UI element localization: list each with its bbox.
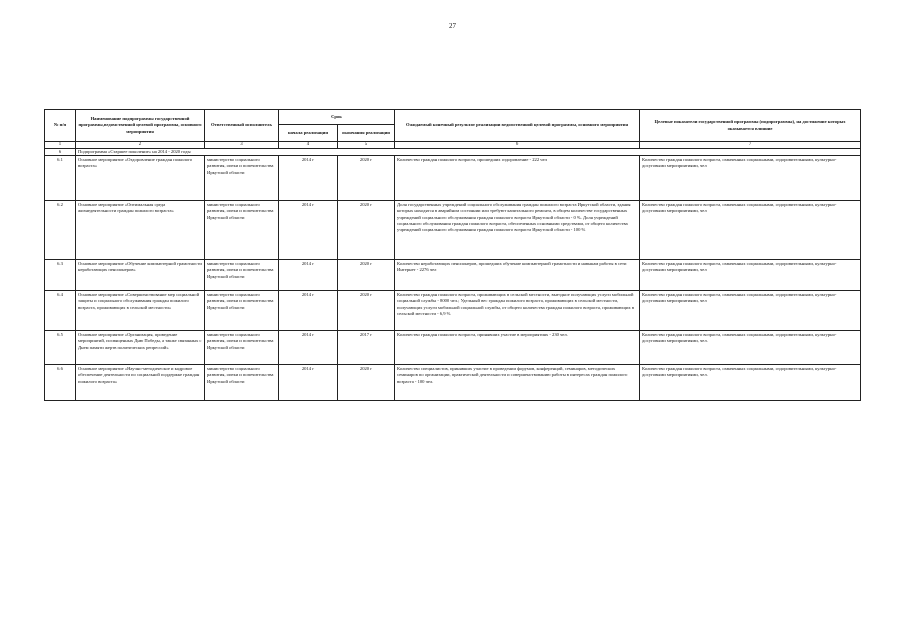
header-term-end: окончания реализации xyxy=(338,125,395,142)
table-row xyxy=(45,291,861,331)
row-num: 6.6 xyxy=(45,365,76,401)
row-executor: министерство социального развития, опеки и попечительства Иркутской области xyxy=(205,156,279,201)
header-indicators: Целевые показатели государственной программы (подпрограммы), на достижение которых оказывается влияние xyxy=(640,110,861,142)
section-num: 6 xyxy=(45,149,76,156)
row-result: Количество граждан пожилого возраста, прошедших оздоровление - 222 чел xyxy=(395,156,640,201)
row-executor: министерство социального развития, опеки и попечительства Иркутской области xyxy=(205,331,279,365)
row-name: Основное мероприятие «Организация, проведение мероприятий, посвященных Дню Победы, а также связанных с Днем памяти жертв политических репрессий» xyxy=(76,331,205,365)
column-number: 4 xyxy=(279,142,338,149)
row-start: 2014 г xyxy=(279,156,338,201)
row-executor: министерство социального развития, опеки и попечительства Иркутской области xyxy=(205,260,279,291)
column-number: 1 xyxy=(45,142,76,149)
header-executor: Ответственный исполнитель xyxy=(205,110,279,142)
table-row xyxy=(45,156,861,201)
column-number: 2 xyxy=(76,142,205,149)
program-table xyxy=(44,109,861,401)
row-num: 6.5 xyxy=(45,331,76,365)
row-result: Количество граждан пожилого возраста, проживающих в сельской местности, выездное получающих услуги мобильной социальной службы - 8000 чел.; Удельный вес граждан пожилого возраста, проживающих в сельской местности, получающих услуги мобильной социальной службы, от общего количества граждан пожилого возраста, проживающих в сельской местности - 6,9 % xyxy=(395,291,640,331)
column-number: 6 xyxy=(395,142,640,149)
column-number: 3 xyxy=(205,142,279,149)
row-end: 2020 г xyxy=(338,291,395,331)
row-result: Количество неработающих пенсионеров, прошедших обучение компьютерной грамотности и навыкам работы в сети Интернет - 2276 чел xyxy=(395,260,640,291)
page-number: 27 xyxy=(449,22,456,30)
row-num: 6.4 xyxy=(45,291,76,331)
row-result: Количество граждан пожилого возраста, принявших участие в мероприятиях - 230 чел. xyxy=(395,331,640,365)
column-number: 5 xyxy=(338,142,395,149)
column-numbers-row xyxy=(45,142,861,149)
row-end: 2020 г xyxy=(338,156,395,201)
row-executor: министерство социального развития, опеки и попечительства Иркутской области xyxy=(205,291,279,331)
row-indicators: Количество граждан пожилого возраста, охваченных социальными, оздоровительными, культурно-досуговыми мероприятиями, чел. xyxy=(640,365,861,401)
row-indicators: Количество граждан пожилого возраста, охваченных социальными, оздоровительными, культурно-досуговыми мероприятиями, чел xyxy=(640,260,861,291)
row-name: Основное мероприятие «Научно-методическое и кадровое обеспечение деятельности по социальной поддержке граждан пожилого возраста» xyxy=(76,365,205,401)
row-indicators: Количество граждан пожилого возраста, охваченных социальными, оздоровительными, культурно-досуговыми мероприятиями, чел xyxy=(640,201,861,260)
row-name: Основное мероприятие «Оптимальная среда жизнедеятельности граждан пожилого возраста» xyxy=(76,201,205,260)
row-start: 2014 г xyxy=(279,260,338,291)
row-executor: министерство социального развития, опеки и попечительства Иркутской области xyxy=(205,365,279,401)
table-row xyxy=(45,365,861,401)
row-indicators: Количество граждан пожилого возраста, охваченных социальными, оздоровительными, культурно-досуговыми мероприятиями, чел. xyxy=(640,331,861,365)
row-indicators: Количество граждан пожилого возраста, охваченных социальными, оздоровительными, культурно-досуговыми мероприятиями, чел xyxy=(640,291,861,331)
row-num: 6.2 xyxy=(45,201,76,260)
header-row xyxy=(45,110,861,125)
header-result: Ожидаемый конечный результат реализации ведомственной целевой программы, основного мероприятия xyxy=(395,110,640,142)
column-number: 7 xyxy=(640,142,861,149)
header-term: Срок xyxy=(279,110,395,125)
header-name: Наименование подпрограммы государственной программы,ведомственной целевой программы, основного мероприятия xyxy=(76,110,205,142)
row-indicators: Количество граждан пожилого возраста, охваченных социальными, оздоровительными, культурно-досуговыми мероприятиями, чел xyxy=(640,156,861,201)
section-title: Подпрограмма «Старшее поколение» на 2014 - 2020 годы xyxy=(76,149,861,156)
row-name: Основное мероприятие «Оздоровление граждан пожилого возраста» xyxy=(76,156,205,201)
header-term-start: начала реализации xyxy=(279,125,338,142)
row-num: 6.1 xyxy=(45,156,76,201)
row-start: 2014 г xyxy=(279,201,338,260)
table-row xyxy=(45,331,861,365)
row-result: Доля государственных учреждений социального обслуживания граждан пожилого возраста Иркутской области, здания которых находятся в аварийном состоянии или требуют капитального ремонта, в общем количестве государственных учреждений социального обслуживания граждан пожилого возраста Иркутской области - 0 %. Доля учреждений социального обслуживания граждан пожилого возраста, обеспеченных основными средствами, от общего количества учреждений социального обслуживания граждан пожилого возраста Иркутской области - 100 % xyxy=(395,201,640,260)
header-num: № п/п xyxy=(45,110,76,142)
table-row xyxy=(45,260,861,291)
row-start: 2014 г xyxy=(279,331,338,365)
section-row xyxy=(45,149,861,156)
row-end: 2020 г xyxy=(338,201,395,260)
row-end: 2017 г xyxy=(338,331,395,365)
row-result: Количество специалистов, принявших участие в проведении форумов, конференций, семинаров, методических семинаров по организации, практической деятельности и совершенствованию работы в интересах граждан пожилого возраста - 100 чел. xyxy=(395,365,640,401)
row-executor: министерство социального развития, опеки и попечительства Иркутской области xyxy=(205,201,279,260)
table-row xyxy=(45,201,861,260)
row-end: 2020 г xyxy=(338,365,395,401)
row-end: 2020 г xyxy=(338,260,395,291)
row-start: 2014 г xyxy=(279,291,338,331)
row-name: Основное мероприятие «Совершенствование мер социальной защиты и социального обслуживания граждан пожилого возраста, проживающих в сельской местности» xyxy=(76,291,205,331)
row-num: 6.3 xyxy=(45,260,76,291)
row-name: Основное мероприятие «Обучение компьютерной грамотности неработающих пенсионеров» xyxy=(76,260,205,291)
row-start: 2014 г xyxy=(279,365,338,401)
